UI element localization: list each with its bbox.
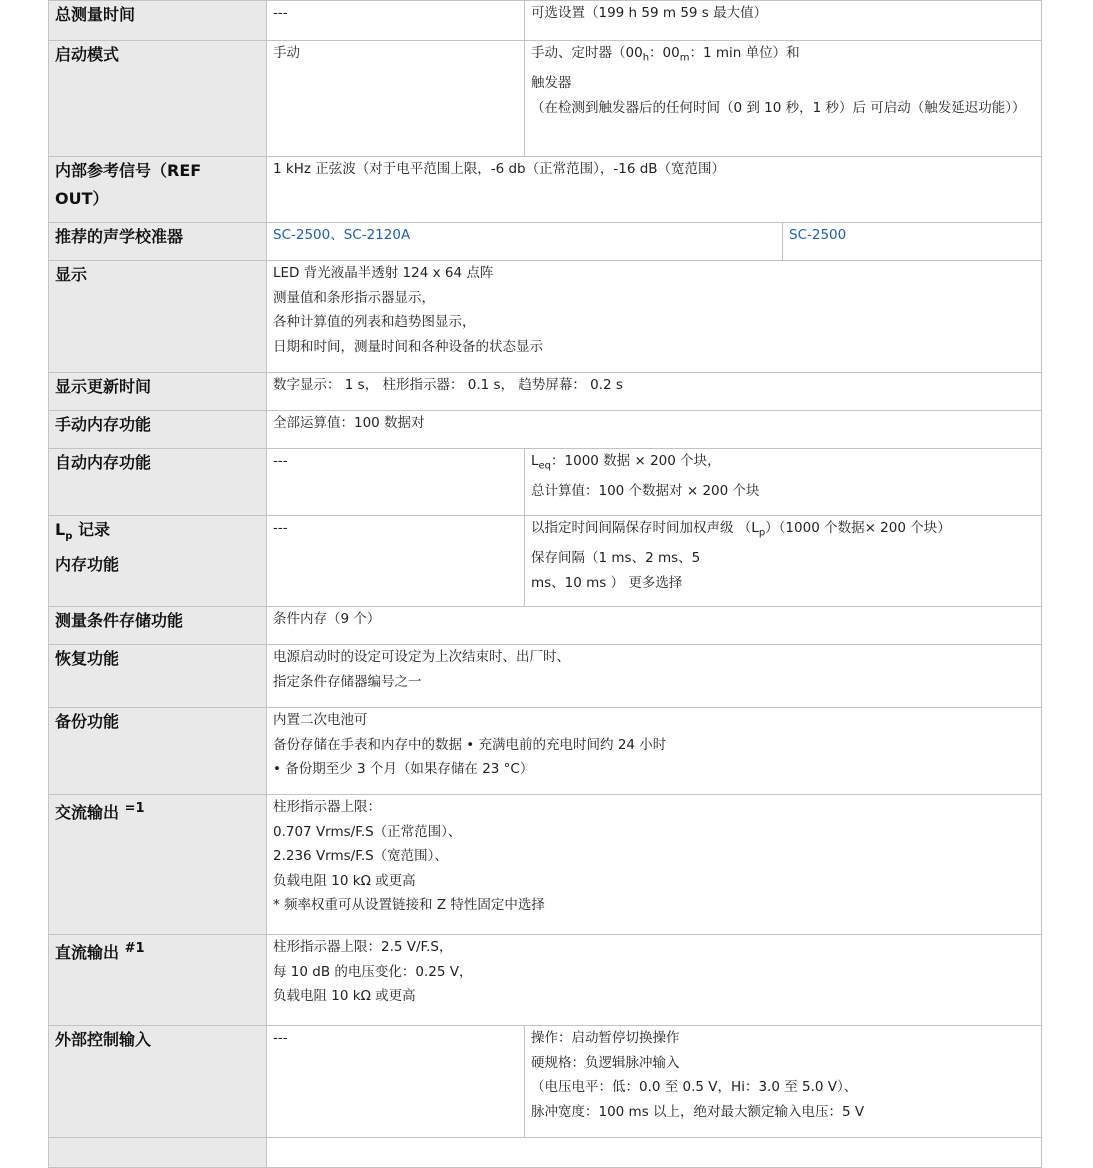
row-label: 自动内存功能 xyxy=(49,449,267,516)
row-value xyxy=(267,223,783,261)
row-label: 显示 xyxy=(49,261,267,373)
row-value-alt: 操作：启动暂停切换操作 硬规格：负逻辑脉冲输入 （电压电平：低：0.0 至 0.5 V，Hi：3.0 至 5.0 V）、 脉冲宽度：100 ms 以上，绝对最大额定输入电压：5 V xyxy=(525,1026,1042,1138)
row-calibrator xyxy=(49,223,1042,261)
row-label: 推荐的声学校准器 xyxy=(49,223,267,261)
row-value-alt xyxy=(783,223,1042,261)
row-manual-memory xyxy=(49,411,1042,449)
row-next-partial xyxy=(49,1138,1042,1168)
row-auto-memory xyxy=(49,449,1042,516)
row-total-measure-time xyxy=(49,1,1042,41)
row-value: 手动 xyxy=(267,41,525,157)
row-value: LED 背光液晶半透射 124 x 64 点阵 测量值和条形指示器显示， 各种计算值的列表和趋势图显示， 日期和时间，测量时间和各种设备的状态显示 xyxy=(267,261,1042,373)
row-start-mode xyxy=(49,41,1042,157)
calibrator-link-alt[interactable]: SC-2500 xyxy=(789,227,847,243)
row-dc-output xyxy=(49,935,1042,1026)
row-label: 恢复功能 xyxy=(49,645,267,708)
row-external-control xyxy=(49,1026,1042,1138)
row-value: 电源启动时的设定可设定为上次结束时、出厂时、 指定条件存储器编号之一 xyxy=(267,645,1042,708)
row-label: 内部参考信号（REF OUT） xyxy=(49,157,267,223)
row-label: 外部控制输入 xyxy=(49,1026,267,1138)
row-value: 柱形指示器上限：2.5 V/F.S， 每 10 dB 的电压变化：0.25 V， 负载电阻 10 kΩ 或更高 xyxy=(267,935,1042,1026)
row-value: 数字显示： 1 s， 柱形指示器： 0.1 s， 趋势屏幕： 0.2 s xyxy=(267,373,1042,411)
row-label: 启动模式 xyxy=(49,41,267,157)
row-lp-memory xyxy=(49,516,1042,607)
row-value-alt: 可选设置（199 h 59 m 59 s 最大值） xyxy=(525,1,1042,41)
row-value-alt: $L_{eq}$：1000 数据 × 200 个块， 总计算值：100 个数据对 × 200 个块 xyxy=(525,449,1042,516)
row-label: 显示更新时间 xyxy=(49,373,267,411)
row-ref-out xyxy=(49,157,1042,223)
row-label: 手动内存功能 xyxy=(49,411,267,449)
row-backup xyxy=(49,708,1042,795)
footnote-mark: =1 xyxy=(124,801,145,816)
row-value: 条件内存（9 个） xyxy=(267,607,1042,645)
row-value: --- xyxy=(267,1,525,41)
row-value: 柱形指示器上限： 0.707 Vrms/F.S（正常范围）、 2.236 Vrms/F.S（宽范围）、 负载电阻 10 kΩ 或更高 * 频率权重可从设置链接和 Z 特性固定中选择 xyxy=(267,795,1042,935)
row-value: 内置二次电池可 备份存储在手表和内存中的数据 • 充满电前的充电时间约 24 小时 • 备份期至少 3 个月（如果存储在 23 °C） xyxy=(267,708,1042,795)
row-label: 直流输出 $^{\#1}$ xyxy=(49,935,267,1026)
row-label: 测量条件存储功能 xyxy=(49,607,267,645)
row-ac-output xyxy=(49,795,1042,935)
footnote-mark: #1 xyxy=(124,941,145,956)
row-label: 备份功能 xyxy=(49,708,267,795)
row-update-time xyxy=(49,373,1042,411)
row-value: 全部运算值：100 数据对 xyxy=(267,411,1042,449)
row-label: $L_p$ 记录 内存功能 xyxy=(49,516,267,607)
row-value: --- xyxy=(267,449,525,516)
row-value xyxy=(267,1138,1042,1168)
row-label: 总测量时间 xyxy=(49,1,267,41)
row-label: 交流输出 $^{=1}$ xyxy=(49,795,267,935)
row-resume xyxy=(49,645,1042,708)
row-condition-storage xyxy=(49,607,1042,645)
row-value: 1 kHz 正弦波（对于电平范围上限，-6 db（正常范围），-16 dB（宽范围） xyxy=(267,157,1042,223)
calibrator-link[interactable]: SC-2500、SC-2120A xyxy=(273,227,411,243)
row-value: --- xyxy=(267,1026,525,1138)
row-value-alt: 手动、定时器（$00_h$：$00_m$：1 min 单位）和 触发器 （在检测到触发器后的任何时间（0 到 10 秒，1 秒）后 可启动（触发延迟功能）） xyxy=(525,41,1042,157)
row-value: --- xyxy=(267,516,525,607)
spec-table xyxy=(48,0,1042,1168)
row-label xyxy=(49,1138,267,1168)
row-value-alt: 以指定时间间隔保存时间加权声级 $(L_p)(1000$ 个数据× 200 个块） 保存间隔（1 ms、2 ms、5 ms、10 ms ） 更多选择 xyxy=(525,516,1042,607)
row-display xyxy=(49,261,1042,373)
